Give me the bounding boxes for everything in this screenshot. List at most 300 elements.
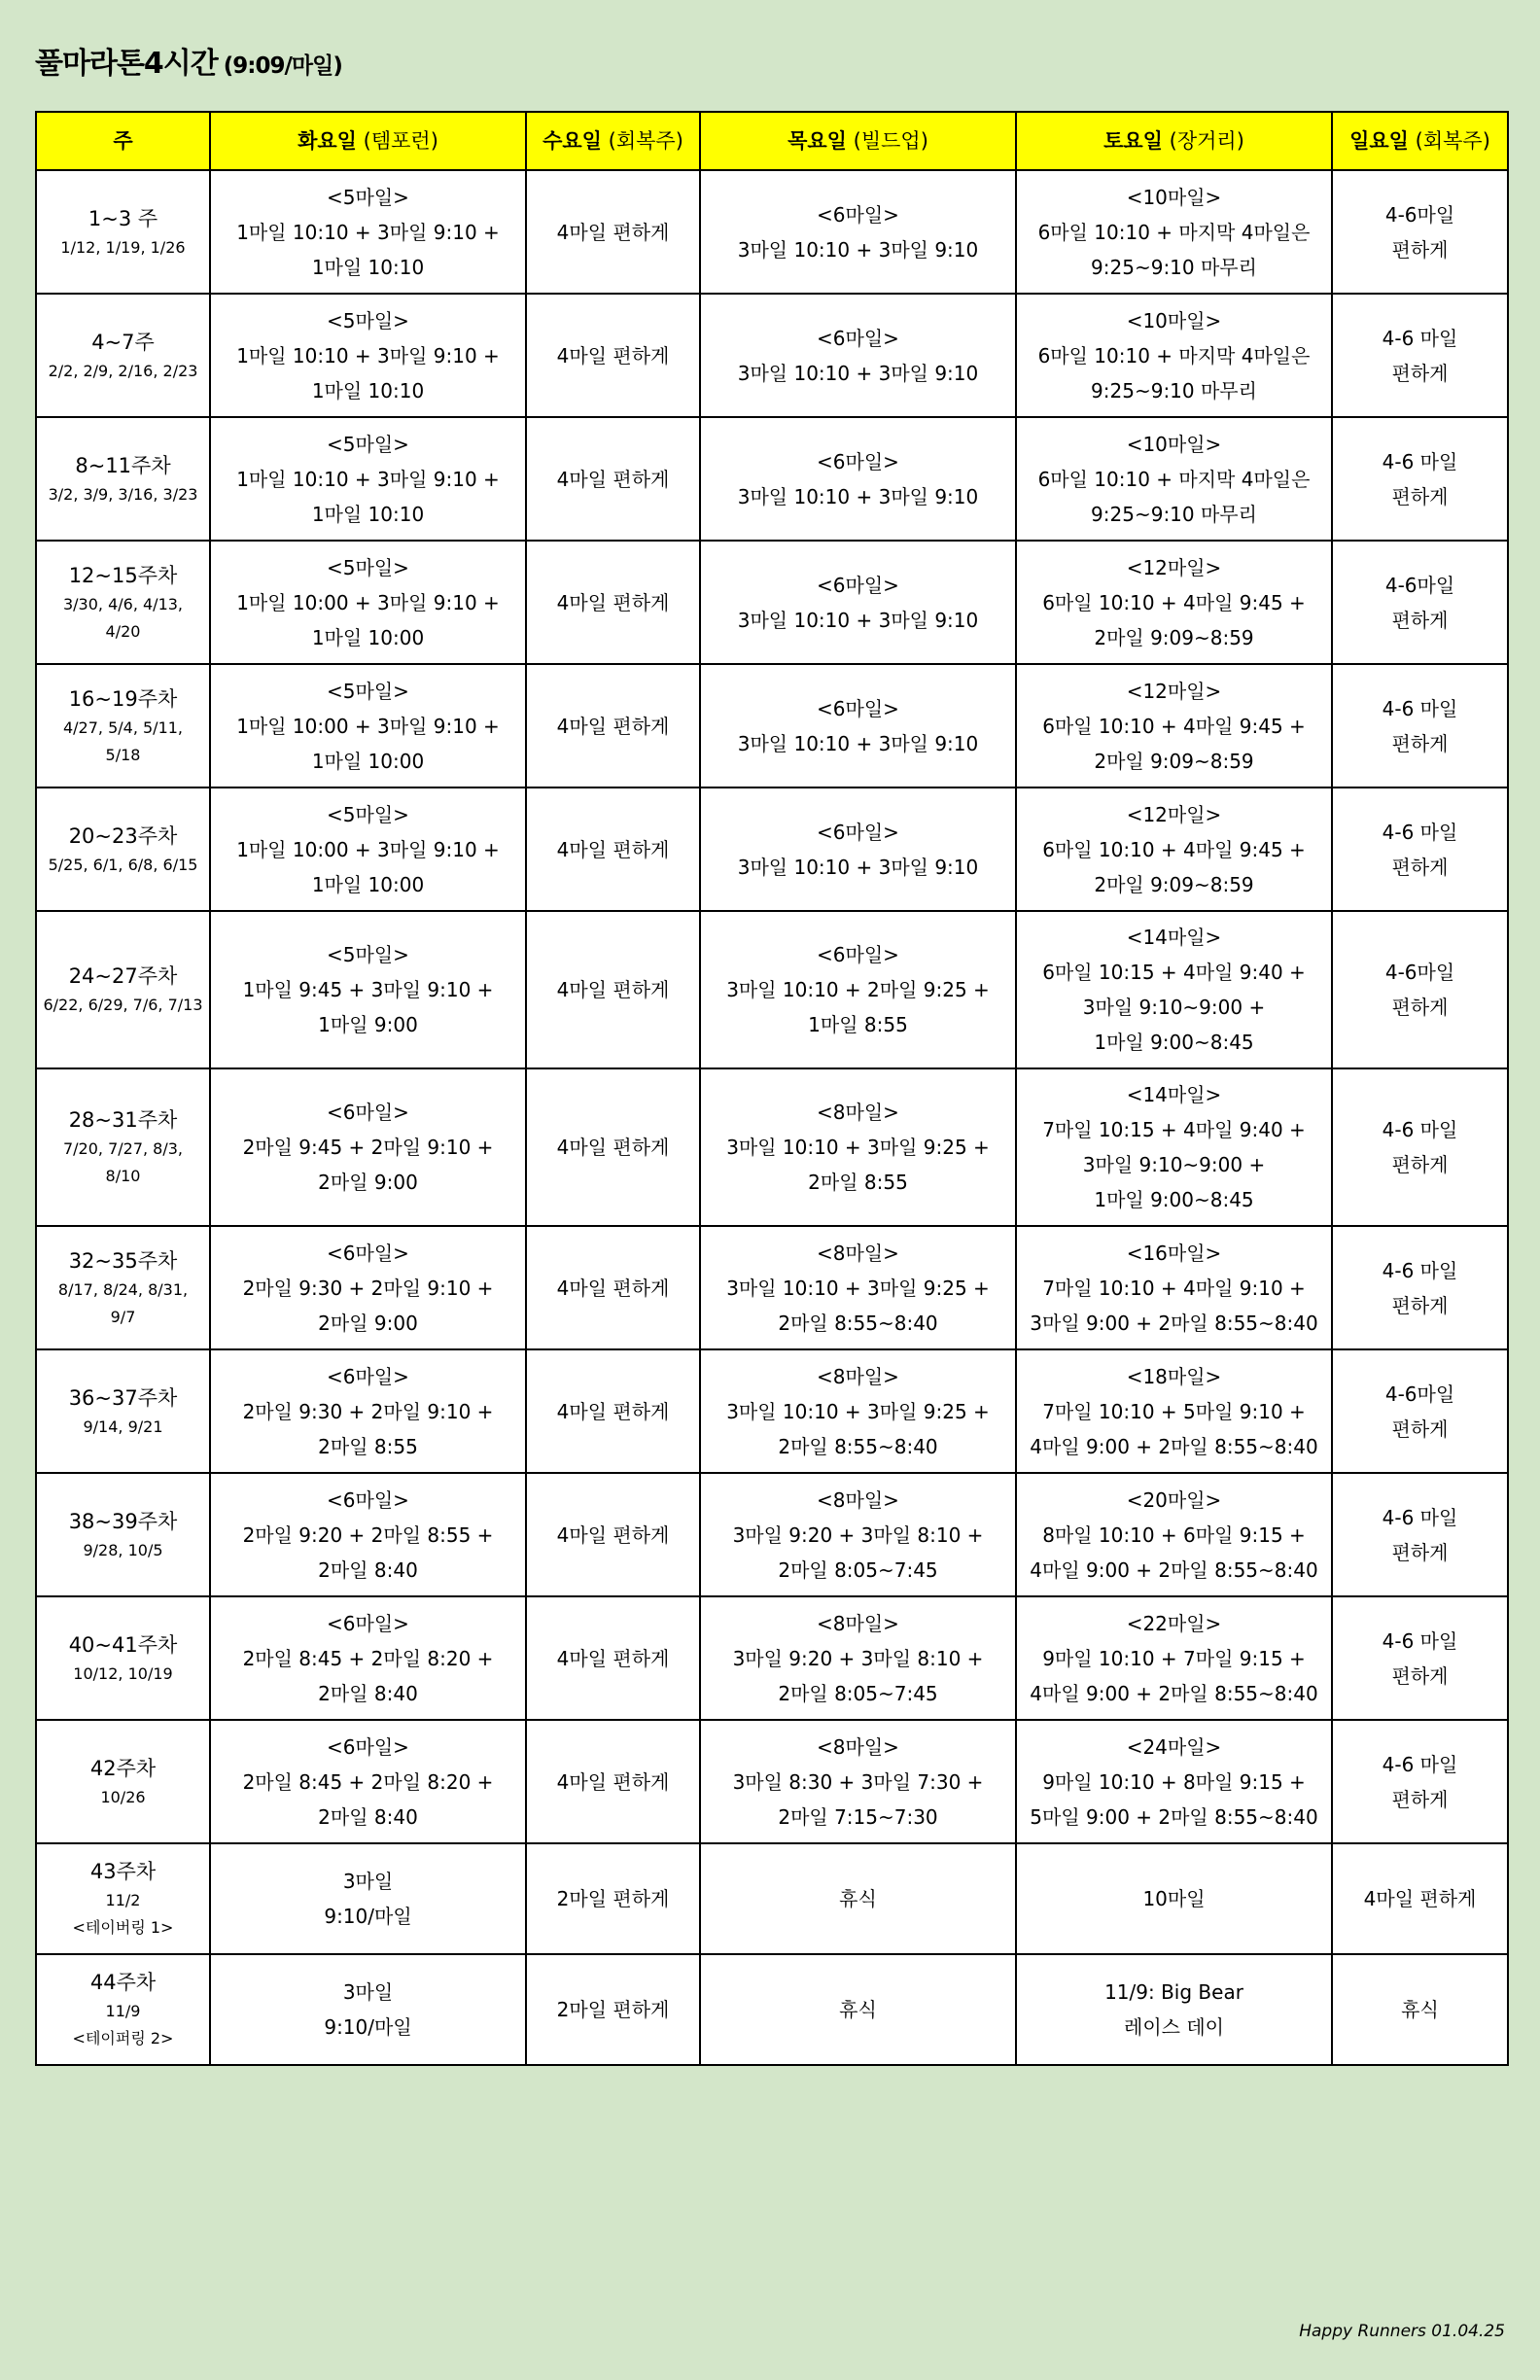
- workout-line: 6마일 10:10 + 4마일 9:45 +: [1042, 714, 1306, 738]
- workout-line: 6마일 10:10 + 4마일 9:45 +: [1042, 590, 1306, 614]
- workout-line: 4마일 편하게: [1363, 1887, 1477, 1910]
- cell-sunday: [1332, 294, 1508, 417]
- cell-tuesday: [210, 1226, 526, 1349]
- week-label: 8~11주차: [75, 453, 171, 477]
- workout-line: 4-6마일: [1384, 202, 1455, 227]
- workout-line: 4마일 편하게: [556, 1769, 670, 1794]
- workout-line: 편하게: [1391, 1153, 1449, 1176]
- workout-line: 4마일 편하게: [556, 1399, 670, 1423]
- week-dates: 10/26: [100, 1787, 146, 1806]
- workout-line: 4-6 마일: [1382, 326, 1458, 350]
- cell-saturday: [1016, 788, 1332, 911]
- workout-line: <16마일>: [1126, 1241, 1222, 1265]
- workout-line: 9마일 10:10 + 7마일 9:15 +: [1042, 1646, 1306, 1670]
- cell-thursday: [700, 1473, 1016, 1596]
- header-thursday: 목요일 (빌드업): [700, 112, 1016, 170]
- workout-line: 휴식: [1401, 1998, 1439, 2021]
- cell-week: [36, 1473, 210, 1596]
- cell-sunday: [1332, 664, 1508, 788]
- workout-line: <12마일>: [1126, 679, 1222, 703]
- workout-line: 4마일 편하게: [556, 978, 670, 1001]
- cell-saturday: [1016, 664, 1332, 788]
- week-dates: 9/28, 10/5: [83, 1540, 163, 1559]
- workout-line: 3마일 10:10 + 3마일 9:10: [737, 731, 979, 755]
- workout-line: 3마일 9:10~9:00 +: [1082, 996, 1266, 1019]
- workout-line: <22마일>: [1126, 1611, 1222, 1635]
- cell-thursday: [700, 1596, 1016, 1720]
- footer-credit: Happy Runners 01.04.25: [1299, 2322, 1505, 2341]
- workout-line: <5마일>: [327, 308, 409, 332]
- cell-tuesday: [210, 664, 526, 788]
- cell-wednesday: [526, 911, 700, 1068]
- workout-line: 2마일 8:55: [318, 1434, 418, 1458]
- workout-line: 2마일 편하게: [556, 1998, 670, 2021]
- workout-line: <5마일>: [327, 943, 409, 966]
- workout-line: 4마일 편하게: [556, 220, 670, 244]
- cell-thursday: [700, 1226, 1016, 1349]
- cell-saturday: [1016, 911, 1332, 1068]
- cell-thursday: [700, 541, 1016, 664]
- workout-line: <6마일>: [327, 1488, 409, 1512]
- workout-line: 휴식: [839, 1998, 877, 2021]
- workout-line: 4마일 9:00 + 2마일 8:55~8:40: [1030, 1434, 1318, 1458]
- cell-wednesday: [526, 294, 700, 417]
- workout-line: <6마일>: [817, 820, 899, 844]
- workout-line: 1마일 10:10 + 3마일 9:10 +: [236, 343, 500, 368]
- workout-line: 9:25~9:10 마무리: [1091, 255, 1257, 279]
- cell-wednesday: [526, 1843, 700, 1954]
- week-label: 40~41주차: [68, 1632, 178, 1657]
- workout-line: 2마일 9:00: [318, 1171, 418, 1194]
- workout-line: 4-6 마일: [1382, 1628, 1458, 1653]
- workout-line: 3마일 9:20 + 3마일 8:10 +: [732, 1522, 984, 1547]
- workout-line: <14마일>: [1126, 1083, 1222, 1106]
- workout-line: <10마일>: [1126, 185, 1222, 209]
- workout-line: <6마일>: [327, 1101, 409, 1124]
- workout-line: 2마일 9:09~8:59: [1094, 749, 1254, 773]
- workout-line: 2마일 편하게: [556, 1887, 670, 1910]
- cell-saturday: [1016, 1473, 1332, 1596]
- week-label: 28~31주차: [68, 1108, 178, 1132]
- workout-line: 2마일 8:55~8:40: [778, 1311, 938, 1335]
- week-label: 32~35주차: [68, 1248, 178, 1273]
- cell-sunday: [1332, 1596, 1508, 1720]
- workout-line: 6마일 10:10 + 마지막 4마일은: [1037, 467, 1311, 491]
- workout-line: 1마일 10:00: [311, 749, 425, 773]
- workout-line: 1마일 10:00 + 3마일 9:10 +: [236, 590, 500, 614]
- workout-line: 2마일 9:30 + 2마일 9:10 +: [242, 1399, 494, 1423]
- week-label: 24~27주차: [68, 964, 178, 988]
- cell-saturday: [1016, 1954, 1332, 2065]
- cell-week: [36, 170, 210, 294]
- workout-line: 10마일: [1142, 1887, 1206, 1910]
- workout-line: 편하게: [1391, 237, 1449, 262]
- workout-line: 4마일 편하게: [556, 1646, 670, 1670]
- cell-week: [36, 911, 210, 1068]
- cell-saturday: [1016, 1349, 1332, 1473]
- cell-thursday: [700, 417, 1016, 541]
- workout-line: 4마일 편하게: [556, 1276, 670, 1300]
- week-dates: 8/17, 8/24, 8/31,: [57, 1279, 189, 1299]
- workout-line: 4-6 마일: [1382, 449, 1458, 473]
- week-dates: 4/27, 5/4, 5/11,: [62, 718, 184, 737]
- cell-wednesday: [526, 1720, 700, 1843]
- workout-line: 4마일 편하게: [556, 1522, 670, 1547]
- cell-saturday: [1016, 1720, 1332, 1843]
- workout-line: <12마일>: [1126, 555, 1222, 579]
- workout-line: 4마일 편하게: [556, 837, 670, 861]
- cell-week: [36, 1068, 210, 1226]
- table-row: [36, 1596, 1508, 1720]
- cell-sunday: [1332, 541, 1508, 664]
- cell-wednesday: [526, 1068, 700, 1226]
- week-label: 38~39주차: [68, 1509, 178, 1533]
- cell-week: [36, 417, 210, 541]
- workout-line: 3마일 9:20 + 3마일 8:10 +: [732, 1646, 984, 1670]
- workout-line: <6마일>: [327, 1364, 409, 1388]
- workout-line: 4-6 마일: [1382, 1258, 1458, 1282]
- cell-tuesday: [210, 1473, 526, 1596]
- workout-line: 3마일 10:10 + 3마일 9:10: [737, 361, 979, 385]
- workout-line: 4-6 마일: [1382, 1752, 1458, 1776]
- workout-line: 9:10/마일: [324, 2015, 412, 2039]
- cell-wednesday: [526, 1596, 700, 1720]
- table-row: [36, 541, 1508, 664]
- header-sunday: 일요일 (회복주): [1332, 112, 1508, 170]
- week-label: 12~15주차: [68, 563, 178, 587]
- cell-wednesday: [526, 541, 700, 664]
- header-wednesday: 수요일 (회복주): [526, 112, 700, 170]
- week-label: 42주차: [89, 1756, 157, 1780]
- workout-line: 4-6마일: [1384, 573, 1455, 597]
- workout-line: 2마일 9:00: [318, 1311, 418, 1335]
- week-dates: 4/20: [105, 621, 141, 641]
- workout-line: <8마일>: [817, 1611, 899, 1635]
- cell-wednesday: [526, 664, 700, 788]
- table-row: [36, 417, 1508, 541]
- workout-line: <6마일>: [327, 1241, 409, 1265]
- workout-line: 4마일 편하게: [556, 714, 670, 738]
- workout-line: <6마일>: [327, 1611, 409, 1635]
- workout-line: 2마일 9:09~8:59: [1094, 872, 1254, 896]
- workout-line: 휴식: [839, 1887, 877, 1910]
- cell-sunday: [1332, 1954, 1508, 2065]
- table-row: [36, 1226, 1508, 1349]
- workout-line: 4-6마일: [1384, 1382, 1455, 1406]
- workout-line: 7마일 10:10 + 4마일 9:10 +: [1042, 1276, 1306, 1300]
- workout-line: 9:25~9:10 마무리: [1091, 502, 1257, 526]
- workout-line: 편하게: [1391, 1417, 1449, 1441]
- cell-wednesday: [526, 1473, 700, 1596]
- cell-thursday: [700, 664, 1016, 788]
- cell-tuesday: [210, 1843, 526, 1954]
- cell-sunday: [1332, 1349, 1508, 1473]
- week-label: 36~37주차: [68, 1385, 178, 1410]
- workout-line: <8마일>: [817, 1241, 899, 1265]
- cell-tuesday: [210, 1068, 526, 1226]
- cell-tuesday: [210, 1954, 526, 2065]
- workout-line: 1마일 10:00: [311, 872, 425, 896]
- week-label: 20~23주차: [68, 823, 178, 848]
- workout-line: 1마일 10:10: [311, 502, 425, 526]
- cell-week: [36, 1226, 210, 1349]
- workout-line: 2마일 9:20 + 2마일 8:55 +: [242, 1522, 494, 1547]
- cell-thursday: [700, 294, 1016, 417]
- workout-line: 6마일 10:10 + 마지막 4마일은: [1037, 343, 1311, 368]
- cell-week: [36, 788, 210, 911]
- workout-line: 1마일 8:55: [808, 1013, 908, 1036]
- header-week: 주: [36, 112, 210, 170]
- workout-line: 4-6마일: [1384, 961, 1455, 984]
- workout-line: 편하게: [1391, 996, 1449, 1019]
- workout-line: 3마일: [342, 1870, 394, 1893]
- week-dates: 11/9: [105, 2002, 141, 2020]
- week-dates: 9/7: [110, 1307, 136, 1326]
- schedule-table: [35, 111, 1509, 2066]
- workout-line: 편하게: [1391, 361, 1449, 385]
- cell-sunday: [1332, 1843, 1508, 1954]
- workout-line: 4-6 마일: [1382, 696, 1458, 720]
- cell-sunday: [1332, 170, 1508, 294]
- workout-line: 1마일 9:00: [318, 1013, 418, 1036]
- cell-tuesday: [210, 417, 526, 541]
- week-dates: 9/14, 9/21: [83, 1417, 163, 1436]
- workout-line: 3마일 9:00 + 2마일 8:55~8:40: [1030, 1311, 1318, 1335]
- page-title: [35, 39, 342, 82]
- workout-line: 2마일 8:40: [318, 1804, 418, 1829]
- week-dates: 6/22, 6/29, 7/6, 7/13: [43, 996, 203, 1014]
- schedule-body: [36, 170, 1508, 2065]
- cell-week: [36, 541, 210, 664]
- workout-line: 3마일 10:10 + 3마일 9:25 +: [726, 1136, 990, 1159]
- workout-line: 1마일 10:00: [311, 625, 425, 649]
- cell-saturday: [1016, 170, 1332, 294]
- workout-line: 7마일 10:10 + 5마일 9:10 +: [1042, 1399, 1306, 1423]
- workout-line: <5마일>: [327, 802, 409, 826]
- workout-line: 6마일 10:10 + 4마일 9:45 +: [1042, 837, 1306, 861]
- week-dates: 2/2, 2/9, 2/16, 2/23: [48, 361, 198, 380]
- workout-line: <10마일>: [1126, 308, 1222, 332]
- workout-line: <14마일>: [1126, 926, 1222, 949]
- workout-line: 2마일 9:30 + 2마일 9:10 +: [242, 1276, 494, 1300]
- cell-tuesday: [210, 1349, 526, 1473]
- week-dates: 11/2: [105, 1891, 141, 1909]
- workout-line: 3마일 10:10 + 3마일 9:25 +: [726, 1399, 990, 1423]
- workout-line: 편하게: [1391, 484, 1449, 508]
- workout-line: 3마일 10:10 + 3마일 9:10: [737, 484, 979, 508]
- cell-week: [36, 1720, 210, 1843]
- workout-line: 2마일 8:55~8:40: [778, 1434, 938, 1458]
- workout-line: 4마일 편하게: [556, 1136, 670, 1159]
- workout-line: 2마일 8:55: [808, 1171, 908, 1194]
- workout-line: 4마일 9:00 + 2마일 8:55~8:40: [1030, 1558, 1318, 1582]
- workout-line: 4-6 마일: [1382, 1118, 1458, 1141]
- cell-sunday: [1332, 1720, 1508, 1843]
- workout-line: 9마일 10:10 + 8마일 9:15 +: [1042, 1769, 1306, 1794]
- workout-line: 2마일 9:45 + 2마일 9:10 +: [242, 1136, 494, 1159]
- cell-thursday: [700, 1068, 1016, 1226]
- workout-line: 9:25~9:10 마무리: [1091, 378, 1257, 402]
- workout-line: 4마일 편하게: [556, 343, 670, 368]
- cell-week: [36, 1349, 210, 1473]
- table-row: [36, 1349, 1508, 1473]
- workout-line: 4마일 편하게: [556, 467, 670, 491]
- table-row: [36, 1843, 1508, 1954]
- workout-line: 4마일 편하게: [556, 590, 670, 614]
- week-dates: 3/2, 3/9, 3/16, 3/23: [48, 484, 198, 504]
- cell-thursday: [700, 1954, 1016, 2065]
- workout-line: 4-6 마일: [1382, 1505, 1458, 1529]
- workout-line: 3마일 8:30 + 3마일 7:30 +: [732, 1769, 984, 1794]
- cell-tuesday: [210, 170, 526, 294]
- cell-saturday: [1016, 294, 1332, 417]
- cell-thursday: [700, 1720, 1016, 1843]
- workout-line: 편하게: [1391, 608, 1449, 632]
- workout-line: <20마일>: [1126, 1488, 1222, 1512]
- table-row: [36, 664, 1508, 788]
- workout-line: 3마일 10:10 + 3마일 9:10: [737, 237, 979, 262]
- workout-line: 2마일 9:09~8:59: [1094, 625, 1254, 649]
- cell-sunday: [1332, 788, 1508, 911]
- workout-line: 3마일 9:10~9:00 +: [1082, 1153, 1266, 1176]
- title-sub: (9:09/마일): [223, 53, 342, 79]
- cell-thursday: [700, 170, 1016, 294]
- cell-thursday: [700, 1349, 1016, 1473]
- cell-tuesday: [210, 1596, 526, 1720]
- workout-line: <18마일>: [1126, 1364, 1222, 1388]
- cell-wednesday: [526, 788, 700, 911]
- cell-saturday: [1016, 541, 1332, 664]
- week-label: 44주차: [89, 1971, 157, 1994]
- workout-line: <8마일>: [817, 1101, 899, 1124]
- workout-line: 7마일 10:15 + 4마일 9:40 +: [1042, 1118, 1306, 1141]
- workout-line: <8마일>: [817, 1734, 899, 1759]
- week-dates: 5/25, 6/1, 6/8, 6/15: [48, 855, 198, 874]
- cell-thursday: [700, 788, 1016, 911]
- workout-line: <6마일>: [817, 449, 899, 473]
- workout-line: 편하게: [1391, 1540, 1449, 1564]
- workout-line: 9:10/마일: [324, 1905, 412, 1928]
- workout-line: 6마일 10:10 + 마지막 4마일은: [1037, 220, 1311, 244]
- header-saturday: 토요일 (장거리): [1016, 112, 1332, 170]
- workout-line: 4마일 9:00 + 2마일 8:55~8:40: [1030, 1681, 1318, 1705]
- workout-line: 3마일 10:10 + 3마일 9:10: [737, 855, 979, 879]
- cell-saturday: [1016, 1068, 1332, 1226]
- workout-line: 1마일 10:00 + 3마일 9:10 +: [236, 837, 500, 861]
- workout-line: 1마일 9:00~8:45: [1094, 1188, 1254, 1211]
- week-label: 16~19주차: [68, 686, 178, 711]
- cell-saturday: [1016, 1596, 1332, 1720]
- week-dates: 5/18: [105, 745, 141, 764]
- workout-line: <6마일>: [817, 943, 899, 966]
- table-row: [36, 1954, 1508, 2065]
- cell-saturday: [1016, 1226, 1332, 1349]
- week-label: 4~7주: [91, 330, 155, 354]
- cell-wednesday: [526, 1954, 700, 2065]
- workout-line: 2마일 8:05~7:45: [778, 1558, 938, 1582]
- workout-line: 2마일 7:15~7:30: [778, 1804, 938, 1829]
- workout-line: 6마일 10:15 + 4마일 9:40 +: [1042, 961, 1306, 984]
- table-row: [36, 1068, 1508, 1226]
- workout-line: <24마일>: [1126, 1734, 1222, 1759]
- table-row: [36, 788, 1508, 911]
- cell-sunday: [1332, 911, 1508, 1068]
- cell-tuesday: [210, 788, 526, 911]
- workout-line: 3마일 10:10 + 3마일 9:25 +: [726, 1276, 990, 1300]
- workout-line: 2마일 8:40: [318, 1681, 418, 1705]
- header-tuesday: 화요일 (템포런): [210, 112, 526, 170]
- week-dates: <테이퍼링 2>: [72, 2029, 174, 2048]
- workout-line: 편하게: [1391, 855, 1449, 879]
- workout-line: <12마일>: [1126, 802, 1222, 826]
- week-label: 43주차: [89, 1860, 157, 1883]
- cell-sunday: [1332, 1068, 1508, 1226]
- workout-line: <5마일>: [327, 185, 409, 209]
- workout-line: 편하게: [1391, 1787, 1449, 1811]
- cell-tuesday: [210, 911, 526, 1068]
- workout-line: 3마일 10:10 + 3마일 9:10: [737, 608, 979, 632]
- week-dates: <테이버링 1>: [72, 1918, 174, 1937]
- workout-line: <5마일>: [327, 679, 409, 703]
- cell-saturday: [1016, 1843, 1332, 1954]
- workout-line: 5마일 9:00 + 2마일 8:55~8:40: [1030, 1804, 1318, 1829]
- workout-line: 1마일 10:10 + 3마일 9:10 +: [236, 467, 500, 491]
- cell-tuesday: [210, 541, 526, 664]
- cell-sunday: [1332, 417, 1508, 541]
- table-row: [36, 170, 1508, 294]
- workout-line: 3마일: [342, 1980, 394, 2004]
- cell-week: [36, 1596, 210, 1720]
- workout-line: 2마일 8:45 + 2마일 8:20 +: [242, 1769, 494, 1794]
- workout-line: 4-6 마일: [1382, 820, 1458, 844]
- cell-wednesday: [526, 417, 700, 541]
- header-row: [36, 112, 1508, 170]
- workout-line: 편하게: [1391, 731, 1449, 755]
- week-dates: 10/12, 10/19: [73, 1663, 173, 1683]
- workout-line: <6마일>: [817, 326, 899, 350]
- cell-saturday: [1016, 417, 1332, 541]
- workout-line: <6마일>: [817, 202, 899, 227]
- workout-line: 1마일 10:10: [311, 378, 425, 402]
- cell-tuesday: [210, 1720, 526, 1843]
- workout-line: 1마일 10:00 + 3마일 9:10 +: [236, 714, 500, 738]
- workout-line: <6마일>: [817, 573, 899, 597]
- table-row: [36, 1720, 1508, 1843]
- workout-line: <5마일>: [327, 555, 409, 579]
- week-dates: 3/30, 4/6, 4/13,: [62, 594, 184, 613]
- week-dates: 7/20, 7/27, 8/3,: [62, 1139, 184, 1158]
- workout-line: 1마일 9:45 + 3마일 9:10 +: [242, 978, 494, 1001]
- workout-line: 2마일 8:05~7:45: [778, 1681, 938, 1705]
- workout-line: 편하게: [1391, 1293, 1449, 1317]
- workout-line: <6마일>: [817, 696, 899, 720]
- workout-line: 8마일 10:10 + 6마일 9:15 +: [1042, 1522, 1306, 1547]
- cell-sunday: [1332, 1226, 1508, 1349]
- cell-wednesday: [526, 170, 700, 294]
- cell-thursday: [700, 1843, 1016, 1954]
- table-row: [36, 911, 1508, 1068]
- week-dates: 1/12, 1/19, 1/26: [60, 237, 186, 257]
- workout-line: 2마일 8:45 + 2마일 8:20 +: [242, 1646, 494, 1670]
- title-main: 풀마라톤4시간: [35, 47, 218, 81]
- workout-line: <8마일>: [817, 1488, 899, 1512]
- workout-line: 1마일 9:00~8:45: [1094, 1031, 1254, 1054]
- cell-wednesday: [526, 1226, 700, 1349]
- cell-week: [36, 294, 210, 417]
- workout-line: <8마일>: [817, 1364, 899, 1388]
- workout-line: 3마일 10:10 + 2마일 9:25 +: [726, 978, 990, 1001]
- table-row: [36, 1473, 1508, 1596]
